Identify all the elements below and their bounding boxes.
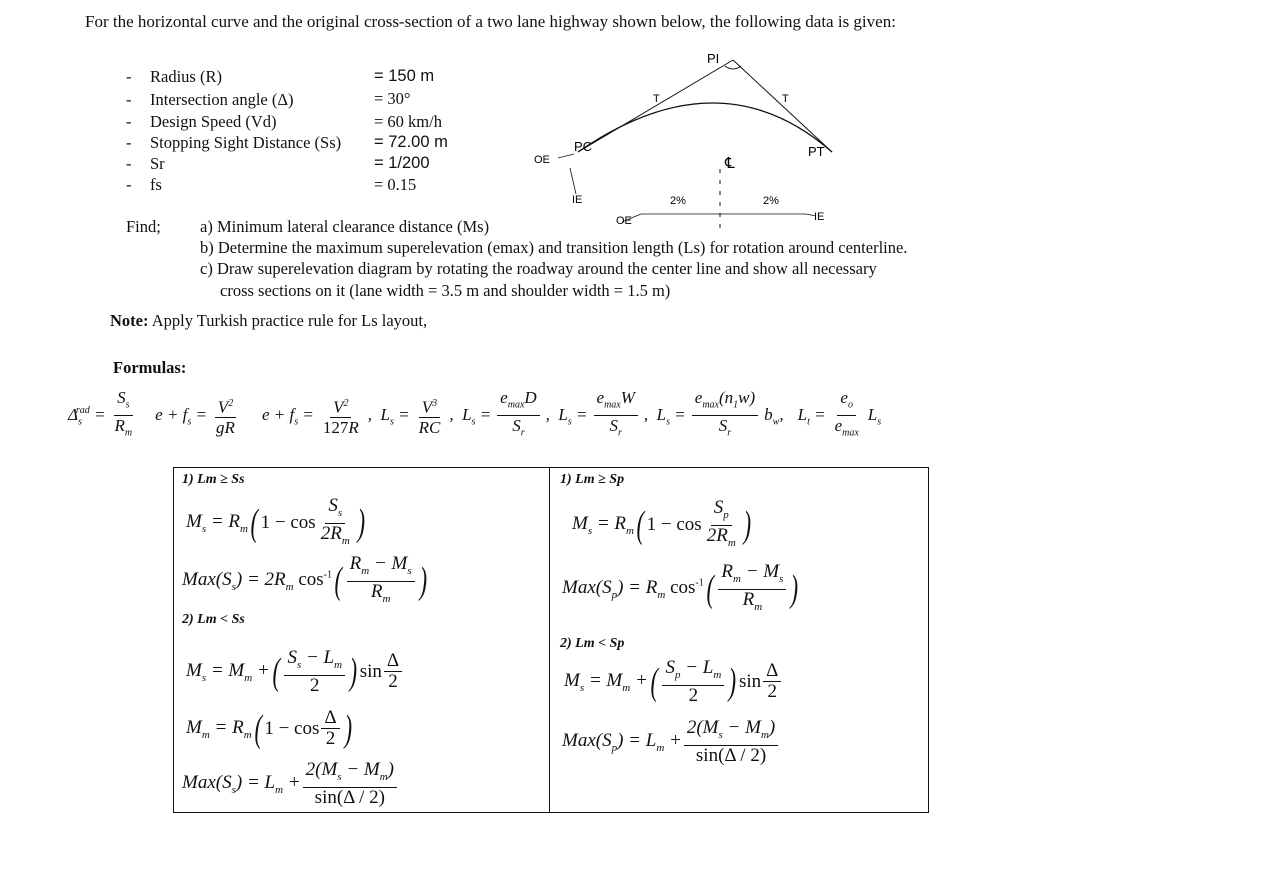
ms-formula-left: $M_s = R_m$ ( 1 − cos $\frac{S_s}{2R_m}$ ) xyxy=(186,495,365,547)
given-item: - Design Speed (Vd) xyxy=(126,112,277,131)
given-item: - Stopping Sight Distance (Ss) xyxy=(126,133,342,152)
note: Note: Apply Turkish practice rule for Ls layout, xyxy=(110,311,428,330)
right-case-2: 2) Lm < Sp xyxy=(560,636,625,651)
ie-left-label: IE xyxy=(572,194,583,206)
given-item: - Sr xyxy=(126,154,165,173)
max-ss-formula-left: $Max(S_s) = 2R_m$ $\cos^{-1}$ ( $\frac{R_m - M_s}{R_m}$ ) xyxy=(182,553,427,605)
pi-label: PI xyxy=(707,51,720,66)
formula-table xyxy=(173,467,929,813)
find-c2: cross sections on it (lane width = 3.5 m and shoulder width = 1.5 m) xyxy=(220,281,671,300)
given-value: = 60 km/h xyxy=(374,112,442,131)
left-case-2: 2) Lm < Ss xyxy=(182,612,245,627)
given-value: = 1/200 xyxy=(374,154,430,172)
find-c1: c) Draw superelevation diagram by rotating the roadway around the center line and show all necessary xyxy=(200,259,877,278)
pc-label: PC xyxy=(574,139,593,154)
max-sp-case2-right: $Max(S_p) = L_m$ + $\frac{2(M_s - M_m)}{\sin(\Delta / 2)}$ xyxy=(562,718,780,766)
pt-label: PT xyxy=(808,144,825,159)
given-item: - Intersection angle (Δ) xyxy=(126,90,294,109)
formula-row: $\Delta_s^{rad}$ = $\frac{S_s}{R_m}$ $e + f_s$ = $\frac{V^2}{gR}$ $e + f_s$ = $\frac{V^2}{127R}$ , $L_s$ = $\frac{V^3}{RC}$ , $L_s$ = $\frac{e_{max}D}{S_r}$ , $L_s$ = $\frac{e_{max}W}{S_r}$ , $L_s$ = $\frac{e_{max}(n_1w)}{S_r}$ $b_w$, $L_t$ = $\frac{e_o}{e_{max}}$ $L_s$ xyxy=(68,388,882,439)
ms-formula-right: $M_s = R_m$ ( 1 − cos $\frac{S_p}{2R_m}$ ) xyxy=(572,497,751,549)
t-right-label: T xyxy=(782,93,789,105)
formulas-title: Formulas: xyxy=(113,358,187,377)
t-left-label: T xyxy=(653,93,660,105)
given-value: = 150 m xyxy=(374,67,435,85)
curve-arc xyxy=(578,103,832,152)
curve-diagram xyxy=(520,44,840,229)
ms-case2-right: $M_s = M_m$ + ( $\frac{S_p - L_m}{2}$ ) sin $\frac{\Delta}{2}$ xyxy=(564,658,783,706)
given-value: = 0.15 xyxy=(374,175,417,194)
ie-right-label: IE xyxy=(814,211,825,223)
left-case-1: 1) Lm ≥ Ss xyxy=(182,472,245,487)
oe-top-label: OE xyxy=(534,154,550,166)
max-sp-formula-right: $Max(S_p) = R_m$ $\cos^{-1}$ ( $\frac{R_m - M_s}{R_m}$ ) xyxy=(562,561,799,613)
ms-case2-left: $M_s = M_m$ + ( $\frac{S_s - L_m}{2}$ ) sin $\frac{\Delta}{2}$ xyxy=(186,648,404,696)
mm-formula-left: $M_m = R_m$ ( 1 − cos $\frac{\Delta}{2}$ ) xyxy=(186,707,352,750)
intro-text: For the horizontal curve and the original cross-section of a two lane highway shown below, the following data is given: xyxy=(85,12,896,31)
oe-bottom-label: OE xyxy=(616,215,632,227)
given-value: = 72.00 m xyxy=(374,133,448,151)
centerline-label: ℄ xyxy=(725,155,735,172)
find-b: b) Determine the maximum superelevation (emax) and transition length (Ls) for rotation around centerline. xyxy=(200,238,908,257)
tangent-left xyxy=(578,60,733,152)
right-case-1: 1) Lm ≥ Sp xyxy=(560,472,625,487)
given-item: - fs xyxy=(126,175,162,194)
max-ss-case2-left: $Max(S_s) = L_m$ + $\frac{2(M_s - M_m)}{\sin(\Delta / 2)}$ xyxy=(182,760,399,808)
slope-right-label: 2% xyxy=(763,195,779,207)
given-item: - Radius (R) xyxy=(126,67,222,86)
find-a: a) Minimum lateral clearance distance (Ms) xyxy=(200,217,490,236)
slope-left-label: 2% xyxy=(670,195,686,207)
tangent-right xyxy=(733,60,832,152)
given-value: = 30° xyxy=(374,89,411,108)
find-label: Find; xyxy=(126,217,161,236)
